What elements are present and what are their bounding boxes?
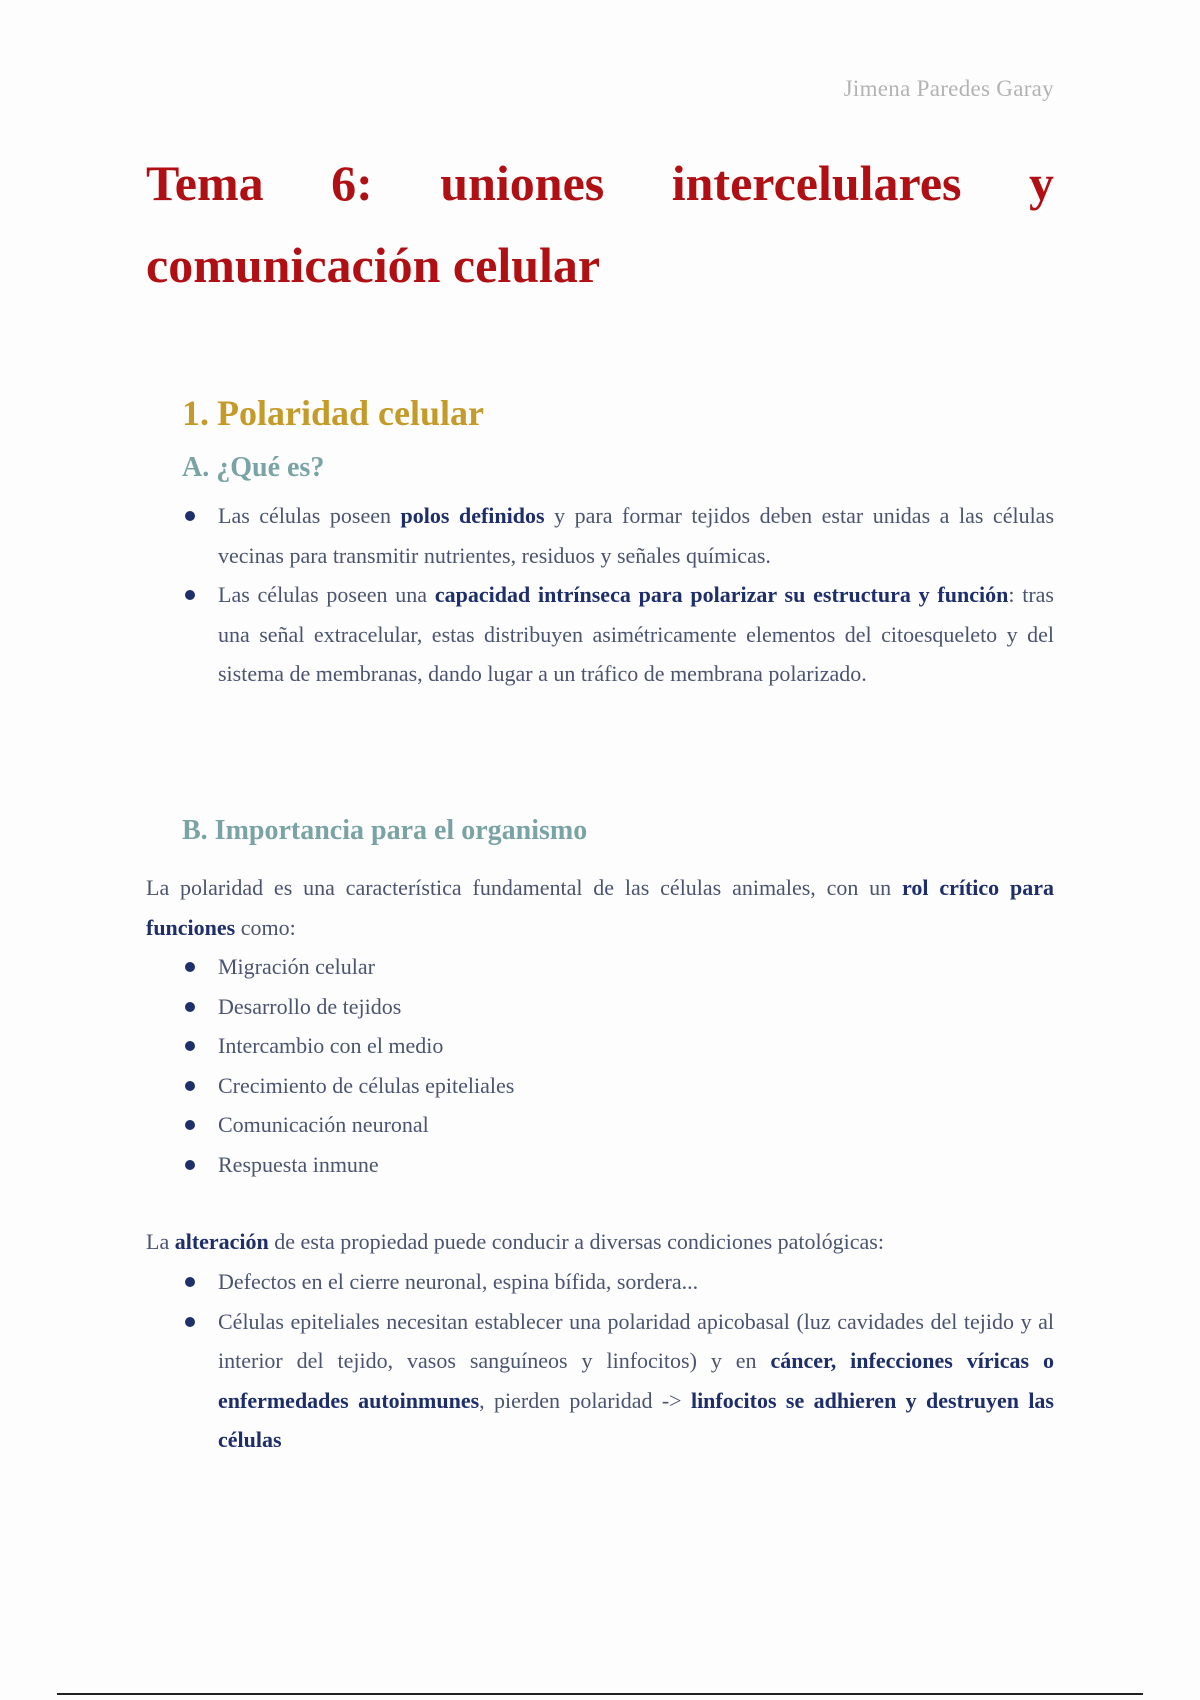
title-line-1 [146, 142, 1054, 224]
list-item: Las células poseen polos definidos y para formar tejidos deben estar unidas a las células vecinas para transmitir nutrientes, residuos y señales químicas. [182, 496, 1054, 575]
definition-list [182, 496, 1054, 694]
section-number: 1. [182, 393, 209, 433]
bold-term: polos definidos [400, 503, 545, 528]
bold-term: alteración [174, 1229, 269, 1254]
bullet-icon [185, 1002, 195, 1012]
bullet-icon [185, 1317, 195, 1327]
bullet-icon [185, 511, 195, 521]
intro-paragraph: La polaridad es una característica fundamental de las células animales, con un rol crítico para funciones como: [146, 875, 1054, 940]
bullet-icon [185, 1277, 195, 1287]
list-item: Las células poseen una capacidad intrínseca para polarizar su estructura y función: tras una señal extracelular, estas distribuyen asimétricamente elementos del citoesqueleto y del sistema de membranas, dando lugar a un tráfico de membrana polarizado. [182, 575, 1054, 694]
list-item: Células epiteliales necesitan establecer una polaridad apicobasal (luz cavidades del tejido y al interior del tejido, vasos sanguíneos y linfocitos) y en cáncer, infecciones víricas o enfermedades autoinmunes, pierden polaridad -> linfocitos se adhieren y destruyen las células [182, 1302, 1054, 1460]
bold-term: rol crítico para funciones [146, 875, 1054, 940]
bold-term: cáncer, infecciones víricas o enfermedades autoinmunes [218, 1348, 1054, 1413]
alteration-paragraph: La alteración de esta propiedad puede conducir a diversas condiciones patológicas: [146, 1229, 884, 1254]
list-item: Desarrollo de tejidos [182, 987, 1054, 1027]
author-name: Jimena Paredes Garay [843, 76, 1054, 101]
bullet-icon [185, 1160, 195, 1170]
title-word: y [1028, 155, 1054, 211]
document-title [146, 142, 1054, 306]
bullet-icon [185, 590, 195, 600]
list-item: Respuesta inmune [182, 1145, 1054, 1185]
subsection-heading-a: A. ¿Qué es? [182, 452, 325, 483]
list-item: Comunicación neuronal [182, 1105, 1054, 1145]
subsection-heading-b: B. Importancia para el organismo [182, 815, 588, 846]
conditions-list [182, 1262, 1054, 1460]
bold-term: capacidad intrínseca para polarizar su estructura y función [434, 582, 1009, 607]
bullet-icon [185, 962, 195, 972]
bold-term: linfocitos se adhieren y destruyen las células [218, 1387, 1054, 1452]
section-heading [182, 392, 484, 434]
title-word: uniones [440, 155, 605, 211]
title-word: 6: [331, 155, 373, 211]
section-title: Polaridad celular [217, 393, 484, 433]
list-item: Crecimiento de células epiteliales [182, 1066, 1054, 1106]
list-item: Defectos en el cierre neuronal, espina bífida, sordera... [182, 1262, 1054, 1302]
title-word: intercelulares [671, 155, 962, 211]
title-word: Tema [146, 155, 264, 211]
list-item: Migración celular [182, 947, 1054, 987]
functions-list [182, 947, 1054, 1184]
list-item: Intercambio con el medio [182, 1026, 1054, 1066]
page-divider [57, 1693, 1143, 1695]
bullet-icon [185, 1120, 195, 1130]
bullet-icon [185, 1041, 195, 1051]
bullet-icon [185, 1081, 195, 1091]
title-line-2: comunicación celular [146, 237, 601, 293]
